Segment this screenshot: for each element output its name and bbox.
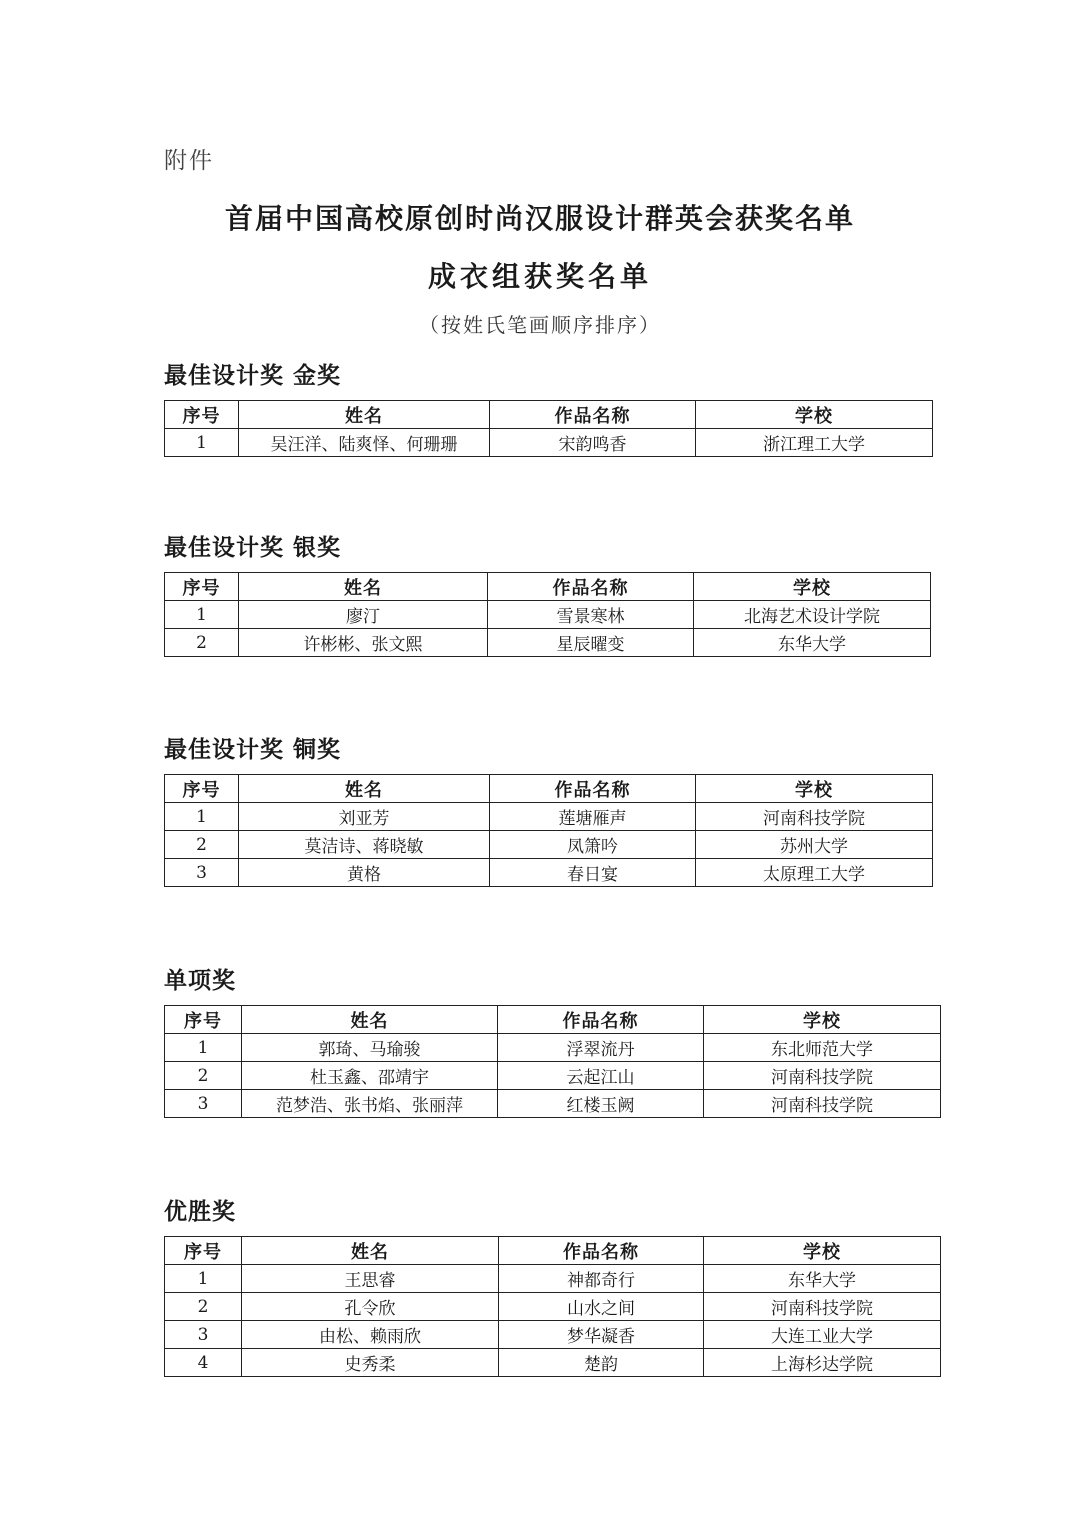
header-num: 序号 (165, 401, 239, 429)
cell-work: 浮翠流丹 (498, 1034, 704, 1062)
cell-work: 山水之间 (499, 1293, 704, 1321)
section-heading-individual: 单项奖 (164, 968, 236, 994)
cell-num: 3 (165, 1321, 242, 1349)
table-row (165, 1090, 941, 1118)
table-row (165, 1293, 941, 1321)
table-row (165, 859, 933, 887)
cell-work: 云起江山 (498, 1062, 704, 1090)
table-row (165, 803, 933, 831)
header-name: 姓名 (242, 1006, 498, 1034)
cell-school: 东北师范大学 (704, 1034, 941, 1062)
cell-work: 春日宴 (490, 859, 696, 887)
cell-name: 杜玉鑫、邵靖宇 (242, 1062, 498, 1090)
cell-work: 雪景寒林 (488, 601, 694, 629)
section-heading-gold: 最佳设计奖 金奖 (164, 363, 342, 389)
cell-work: 红楼玉阙 (498, 1090, 704, 1118)
cell-num: 2 (165, 629, 239, 657)
header-work: 作品名称 (499, 1237, 704, 1265)
header-school: 学校 (696, 775, 933, 803)
cell-school: 上海杉达学院 (704, 1349, 941, 1377)
table-row (165, 629, 931, 657)
table-header-row (165, 401, 933, 429)
table-row (165, 1265, 941, 1293)
document-title: 首届中国高校原创时尚汉服设计群英会获奖名单 (224, 202, 855, 235)
cell-work: 莲塘雁声 (490, 803, 696, 831)
header-name: 姓名 (239, 573, 488, 601)
cell-num: 1 (165, 1265, 242, 1293)
cell-name: 许彬彬、张文熙 (239, 629, 488, 657)
section-heading-silver: 最佳设计奖 银奖 (164, 535, 342, 561)
cell-school: 浙江理工大学 (696, 429, 933, 457)
cell-name: 廖汀 (239, 601, 488, 629)
cell-num: 4 (165, 1349, 242, 1377)
document-subtitle: 成衣组获奖名单 (427, 260, 652, 293)
header-work: 作品名称 (490, 775, 696, 803)
table-row (165, 1034, 941, 1062)
table-header-row (165, 1237, 941, 1265)
table-row (165, 831, 933, 859)
header-school: 学校 (696, 401, 933, 429)
cell-work: 楚韵 (499, 1349, 704, 1377)
cell-name: 郭琦、马瑜骏 (242, 1034, 498, 1062)
award-table-excellence (164, 1236, 941, 1377)
cell-name: 范梦浩、张书焰、张丽萍 (242, 1090, 498, 1118)
award-table-silver (164, 572, 931, 657)
cell-num: 1 (165, 429, 239, 457)
header-work: 作品名称 (498, 1006, 704, 1034)
cell-school: 河南科技学院 (704, 1090, 941, 1118)
header-name: 姓名 (239, 401, 490, 429)
cell-num: 3 (165, 859, 239, 887)
cell-name: 由松、赖雨欣 (242, 1321, 499, 1349)
cell-num: 1 (165, 803, 239, 831)
cell-school: 东华大学 (694, 629, 931, 657)
cell-name: 黄格 (239, 859, 490, 887)
cell-school: 苏州大学 (696, 831, 933, 859)
header-num: 序号 (165, 775, 239, 803)
header-num: 序号 (165, 1006, 242, 1034)
cell-school: 东华大学 (704, 1265, 941, 1293)
header-work: 作品名称 (488, 573, 694, 601)
cell-school: 大连工业大学 (704, 1321, 941, 1349)
cell-work: 凤箫吟 (490, 831, 696, 859)
header-school: 学校 (694, 573, 931, 601)
cell-num: 2 (165, 831, 239, 859)
table-header-row (165, 573, 931, 601)
cell-name: 王思睿 (242, 1265, 499, 1293)
attachment-label: 附件 (164, 148, 214, 174)
table-row (165, 1321, 941, 1349)
table-row (165, 1349, 941, 1377)
cell-work: 梦华凝香 (499, 1321, 704, 1349)
cell-school: 河南科技学院 (696, 803, 933, 831)
cell-num: 1 (165, 601, 239, 629)
cell-name: 史秀柔 (242, 1349, 499, 1377)
cell-num: 2 (165, 1062, 242, 1090)
cell-school: 北海艺术设计学院 (694, 601, 931, 629)
cell-name: 吴汪洋、陆爽怿、何珊珊 (239, 429, 490, 457)
header-num: 序号 (165, 573, 239, 601)
header-num: 序号 (165, 1237, 242, 1265)
cell-school: 河南科技学院 (704, 1293, 941, 1321)
cell-work: 神都奇行 (499, 1265, 704, 1293)
cell-name: 刘亚芳 (239, 803, 490, 831)
cell-num: 3 (165, 1090, 242, 1118)
award-table-gold (164, 400, 933, 457)
header-school: 学校 (704, 1006, 941, 1034)
header-name: 姓名 (239, 775, 490, 803)
table-header-row (165, 775, 933, 803)
cell-school: 太原理工大学 (696, 859, 933, 887)
cell-school: 河南科技学院 (704, 1062, 941, 1090)
table-row (165, 429, 933, 457)
header-school: 学校 (704, 1237, 941, 1265)
section-heading-bronze: 最佳设计奖 铜奖 (164, 737, 342, 763)
cell-work: 宋韵鸣香 (490, 429, 696, 457)
table-row (165, 601, 931, 629)
cell-name: 孔令欣 (242, 1293, 499, 1321)
sort-note: （按姓氏笔画顺序排序） (419, 313, 661, 337)
header-name: 姓名 (242, 1237, 499, 1265)
cell-name: 莫洁诗、蒋晓敏 (239, 831, 490, 859)
header-work: 作品名称 (490, 401, 696, 429)
cell-num: 2 (165, 1293, 242, 1321)
cell-num: 1 (165, 1034, 242, 1062)
table-header-row (165, 1006, 941, 1034)
section-heading-excellence: 优胜奖 (164, 1199, 236, 1225)
table-row (165, 1062, 941, 1090)
award-table-individual (164, 1005, 941, 1118)
award-table-bronze (164, 774, 933, 887)
cell-work: 星辰曜变 (488, 629, 694, 657)
